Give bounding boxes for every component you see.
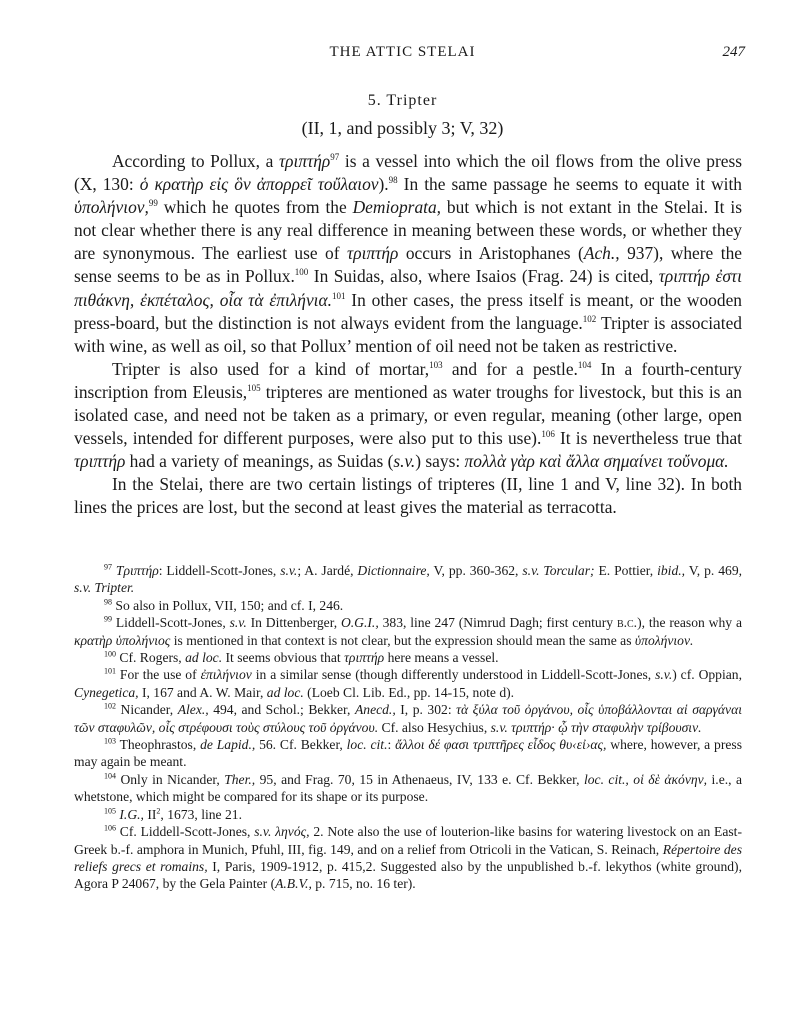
text-run: : Liddell-Scott-Jones,: [158, 563, 281, 578]
italic-abbrev: s.v.: [393, 451, 416, 472]
text-run: According to Pollux, a: [112, 151, 279, 171]
italic-title: Ther.,: [224, 771, 256, 787]
italic-title: Répertoire des reliefs grecs et romains,: [74, 841, 742, 874]
text-run: 937), where the sense seems to be as in Pollux.: [74, 243, 742, 287]
running-head: [60, 44, 745, 64]
footnote-103: [74, 736, 742, 771]
text-run: II: [143, 806, 157, 822]
body-paragraph-2: [74, 358, 742, 473]
greek-term: τριπτήρ: [344, 650, 385, 666]
footnote-99: [74, 614, 742, 649]
text-run: :: [387, 737, 396, 753]
italic-title: Anecd.,: [354, 702, 396, 718]
section-heading: 5. Tripter: [367, 92, 438, 109]
text-run: ), the reason why a: [637, 615, 742, 631]
italic-title: Ach.,: [583, 243, 620, 264]
greek-term: ἐπιλήνιον: [200, 667, 252, 683]
text-run: 383, line 247 (Nimrud Dagh; first century: [378, 615, 617, 631]
text-run: V, pp. 360-362,: [429, 563, 523, 578]
italic-abbrev: s.v.: [490, 719, 508, 735]
footnote-number: 100: [104, 649, 116, 659]
italic-abbrev: ad loc.: [185, 650, 223, 666]
text-run: Nicander,: [116, 702, 178, 718]
footnote-number: 98: [104, 597, 112, 607]
italic-title: Alex.,: [177, 702, 209, 718]
footnote-98: [74, 597, 742, 614]
italic-title: Cynegetica,: [74, 684, 139, 700]
text-run: (Loeb Cl. Lib. Ed., pp. 14-15, note d).: [303, 684, 515, 700]
greek-quote: τριπτήρ ἐστι πιθάκνη, ἐκπέταλος, οἷα τὰ ἐπιλήνια.: [74, 266, 742, 310]
footnote-ref: 104: [577, 360, 592, 371]
text-run: In a fourth-century inscription from Eleusis,: [74, 358, 742, 402]
greek-term: κρατὴρ ὑπολήνιος: [74, 632, 171, 648]
italic-abbrev: s.v.: [655, 667, 673, 683]
text-run: Tripter is also used for a kind of mortar,: [112, 358, 430, 379]
greek-quote: τὰ ξύλα τοῦ ὀργάνου, οἷς ὑποβάλλονται αἱ σαργάναι τῶν σταφυλῶν, οἷς στρέφουσι τοὺς στύλους τοῦ ὀργάνου.: [74, 702, 742, 735]
text-run: In Suidas, also, where Isaios (Frag. 24) is cited,: [308, 266, 659, 287]
text-run: I, 167 and A. W. Mair,: [138, 684, 267, 700]
greek-quote: ἄλλοι δέ φασι τριπτῆρες εἶδος θυ‹εἰ›ας,: [395, 737, 607, 753]
text-run: 2. Note also the use of louterion-like basins for watering livestock on an East-Greek b.-f. amphora in Munich, Pfuhl, III, fig. 149, and on a relief from Otricoli in the Vatican, S. Reinach,: [74, 824, 742, 857]
greek-term: τριπτήρ: [278, 151, 331, 171]
text-run: In the same passage he seems to equate it with: [397, 174, 742, 195]
text-run: Cf. also Hesychius,: [378, 719, 491, 735]
text-run: Cf. Rogers,: [116, 650, 186, 666]
text-run: but which is not extant in the Stelai. It is not clear whether there is any real difference in meaning between these words, or whether they are synonymous. The earliest use of: [74, 197, 742, 264]
footnote-104: [74, 771, 742, 806]
footnote-ref: 99: [148, 198, 158, 209]
text-run: and for a pestle.: [442, 358, 578, 379]
text-run: I, p. 302:: [395, 702, 457, 718]
body-text: [74, 150, 742, 520]
footnote-97: [74, 562, 742, 597]
italic-title: de Lapid.,: [200, 737, 256, 753]
text-run: ) cf. Oppian,: [672, 667, 742, 683]
greek-term: Τριπτήρ: [115, 563, 159, 578]
text-run: Tripter is associated with wine, as well as oil, so that Pollux’ mention of oil need not be taken as restrictive.: [74, 312, 742, 356]
greek-quote: πολλὰ γὰρ καὶ ἄλλα σημαίνει τοὔνομα.: [464, 451, 729, 472]
superscript-edition: 2: [156, 806, 161, 816]
footnote-ref: 106: [541, 429, 555, 440]
footnote-number: 105: [104, 806, 116, 816]
small-caps-era: b.c.: [616, 615, 638, 631]
footnote-number: 102: [104, 701, 116, 711]
text-run: ; A. Jardé,: [297, 563, 358, 578]
text-run: It is nevertheless true that: [554, 428, 743, 449]
text-run: Liddell-Scott-Jones,: [112, 615, 230, 631]
greek-term: τριπτήρ: [74, 451, 126, 472]
italic-abbrev: s.v.: [254, 824, 272, 840]
italic-title: O.G.I.,: [340, 615, 379, 631]
greek-quote: τριπτήρ· ᾧ τὴν σταφυλὴν τρίβουσιν.: [511, 719, 702, 735]
text-run: Cf. Liddell-Scott-Jones,: [116, 824, 255, 840]
italic-title: I.G.,: [119, 806, 144, 822]
footnote-number: 103: [104, 736, 116, 746]
italic-title: A.B.V.,: [275, 876, 312, 892]
text-run: is a vessel into which the oil flows from the olive press (X, 130:: [74, 151, 742, 195]
footnote-100: [74, 649, 742, 666]
footnote-106: [74, 823, 742, 893]
running-title: THE ATTIC STELAI: [329, 44, 476, 60]
section-subheading: (II, 1, and possibly 3; V, 32): [301, 118, 504, 138]
text-run: So also in Pollux, VII, 150; and cf. I, 246.: [112, 597, 344, 613]
footnote-105: [74, 806, 742, 823]
italic-abbrev: s.v. Torcular;: [522, 563, 595, 578]
text-run: ) says:: [415, 451, 465, 472]
footnote-ref: 101: [331, 290, 346, 301]
text-run: In the Stelai, there are two certain listings of tripteres (II, line 1 and V, line 32). In both lines the prices are lost, but the second at least gives the material as terracotta.: [74, 474, 742, 518]
footnote-101: [74, 666, 742, 701]
footnote-number: 101: [104, 666, 116, 676]
greek-quote: ὁ κρατὴρ εἰς ὃν ἀπορρεῖ τοὔλαιον: [139, 174, 379, 195]
text-run: For the use of: [116, 667, 201, 683]
footnote-number: 99: [104, 614, 112, 624]
text-run: V, p. 469,: [685, 563, 743, 578]
text-run: In Dittenberger,: [246, 615, 341, 631]
text-run: which he quotes from the: [157, 197, 353, 218]
footnote-number: 106: [104, 823, 116, 833]
text-run: Only in Nicander,: [116, 771, 225, 787]
footnote-ref: 100: [294, 267, 309, 278]
text-run: ).: [378, 174, 389, 195]
text-run: 95, and Frag. 70, 15 in Athenaeus, IV, 133 e. Cf. Bekker,: [255, 771, 584, 787]
body-paragraph-3: [74, 473, 742, 519]
text-run: here means a vessel.: [384, 650, 499, 666]
greek-term: τριπτήρ: [347, 243, 399, 264]
italic-abbrev: s.v. Tripter.: [74, 580, 135, 596]
text-run: had a variety of meanings, as Suidas (: [125, 451, 394, 472]
greek-term: ληνός,: [275, 824, 310, 840]
text-run: 494, and Schol.; Bekker,: [208, 702, 355, 718]
text-run: I, Paris, 1909-1912, p. 415,2. Suggested also by the unpublished b.-f. lekythos (white ground), Agora P 24067, by the Gela Painter (: [74, 858, 742, 892]
text-run: p. 715, no. 16 ter).: [311, 876, 416, 892]
greek-term: ὑπολήνιον.: [634, 632, 694, 648]
italic-abbrev: loc. cit.,: [583, 771, 629, 787]
italic-abbrev: s.v.: [280, 563, 298, 578]
text-run: It seems obvious that: [222, 650, 345, 666]
italic-title: Demioprata,: [352, 197, 442, 218]
text-run: E. Pottier,: [594, 563, 658, 578]
footnote-ref: 98: [388, 175, 398, 186]
text-run: i.e., a whetstone, which might be compared for its shape or its purpose.: [74, 771, 743, 805]
italic-abbrev: ibid.,: [657, 563, 686, 578]
text-run: tripteres are mentioned as water troughs for livestock, but this is an isolated case, and need not be taken as a primary, or even regular, meaning (other large, open vessels, intended for different purposes, were also put to this use).: [74, 381, 742, 449]
text-run: occurs in Aristophanes (: [398, 243, 584, 264]
italic-abbrev: loc. cit.: [346, 737, 388, 753]
text-run: 56. Cf. Bekker,: [255, 737, 347, 753]
text-run: , 1673, line 21.: [160, 806, 242, 822]
greek-quote: οἱ δὲ ἀκόνην,: [633, 771, 708, 787]
footnote-102: [74, 701, 742, 736]
footnote-ref: 103: [429, 360, 443, 371]
footnote-ref: 102: [582, 313, 597, 324]
footnotes: [74, 562, 742, 893]
text-run: Theophrastos,: [116, 737, 201, 753]
text-run: in a similar sense (though differently understood in Liddell-Scott-Jones,: [251, 667, 656, 683]
footnote-number: 97: [104, 562, 112, 572]
greek-term: ὑπολήνιον,: [74, 197, 149, 218]
footnote-ref: 105: [247, 383, 261, 394]
italic-abbrev: s.v.: [229, 615, 247, 631]
footnote-number: 104: [104, 771, 116, 781]
italic-abbrev: ad loc.: [266, 684, 304, 700]
page-number: 247: [722, 44, 745, 60]
italic-title: Dictionnaire,: [357, 563, 430, 578]
body-paragraph-1: [74, 150, 742, 358]
text-run: where, however, a press may again be meant.: [74, 737, 742, 770]
text-run: In other cases, the press itself is meant, or the wooden press-board, but the distinction is not always evident from the language.: [74, 289, 742, 333]
text-run: is mentioned in that context is not clear, but the expression should mean the same as: [170, 632, 635, 648]
footnote-ref: 97: [330, 152, 340, 163]
